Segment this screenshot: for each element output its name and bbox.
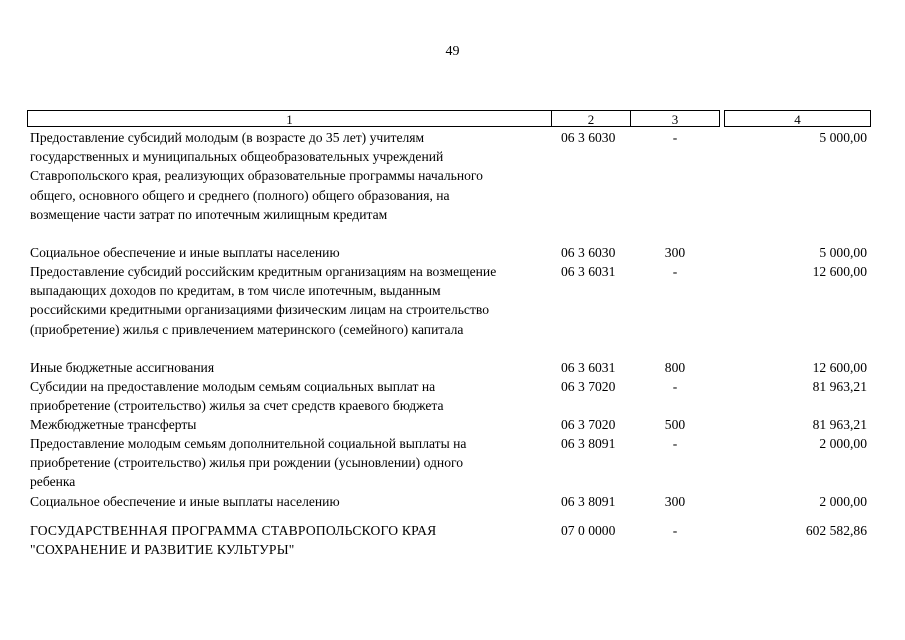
row-code: 06 3 7020 [561, 379, 616, 394]
row-expense-type: 800 [664, 360, 686, 375]
row-amount: 5 000,00 [819, 245, 867, 260]
row-expense-type: - [672, 379, 678, 394]
header-col-2: 2 [551, 110, 631, 127]
row-expense-type: - [672, 436, 678, 451]
row-amount: 12 600,00 [812, 264, 867, 279]
row-code: 07 0 0000 [561, 523, 616, 538]
header-col-1: 1 [27, 110, 552, 127]
row-description: Межбюджетные трансферты [30, 417, 197, 432]
row-code: 06 3 8091 [561, 494, 616, 509]
row-expense-type: 500 [664, 417, 686, 432]
row-expense-type: - [672, 523, 678, 538]
page-number: 49 [445, 44, 460, 59]
row-amount: 2 000,00 [819, 494, 867, 509]
row-description: Социальное обеспечение и иные выплаты населению [30, 494, 340, 509]
row-expense-type: - [672, 264, 678, 279]
row-amount: 81 963,21 [812, 417, 867, 432]
header-col-3: 3 [630, 110, 720, 127]
row-amount: 2 000,00 [819, 436, 867, 451]
header-col-4: 4 [724, 110, 871, 127]
row-description: Предоставление субсидий молодым (в возрасте до 35 лет) учителям государственных и муниципальных общеобразовательных учреждений Ставропольского края, реализующих образовательные программы начального общего, основного общего и среднего (полного) общего образования, на возмещение части затрат по ипотечным жилищным кредитам [30, 130, 483, 222]
row-code: 06 3 8091 [561, 436, 616, 451]
row-code: 06 3 6030 [561, 130, 616, 145]
row-expense-type: - [672, 130, 678, 145]
row-amount: 602 582,86 [805, 523, 867, 538]
row-description: Предоставление молодым семьям дополнительной социальной выплаты на приобретение (строительство) жилья при рождении (усыновлении) одного ребенка [30, 436, 467, 490]
row-description: Предоставление субсидий российским кредитным организациям на возмещение выпадающих доходов по кредитам, в том числе ипотечным, выданным российскими кредитными организациями физическим лицам на строительство (приобретение) жилья с привлечением материнского (семейного) капитала [30, 264, 497, 337]
row-description: ГОСУДАРСТВЕННАЯ ПРОГРАММА СТАВРОПОЛЬСКОГО КРАЯ "СОХРАНЕНИЕ И РАЗВИТИЕ КУЛЬТУРЫ" [30, 523, 437, 558]
row-description: Иные бюджетные ассигнования [30, 360, 215, 375]
row-code: 06 3 6031 [561, 360, 616, 375]
row-code: 06 3 6030 [561, 245, 616, 260]
row-amount: 5 000,00 [819, 130, 867, 145]
row-code: 06 3 6031 [561, 264, 616, 279]
row-expense-type: 300 [664, 245, 686, 260]
row-amount: 81 963,21 [812, 379, 867, 394]
row-expense-type: 300 [664, 494, 686, 509]
table-header [0, 110, 905, 128]
row-code: 06 3 7020 [561, 417, 616, 432]
row-description: Субсидии на предоставление молодым семьям социальных выплат на приобретение (строительство) жилья за счет средств краевого бюджета [30, 379, 444, 414]
row-description: Социальное обеспечение и иные выплаты населению [30, 245, 340, 260]
row-amount: 12 600,00 [812, 360, 867, 375]
